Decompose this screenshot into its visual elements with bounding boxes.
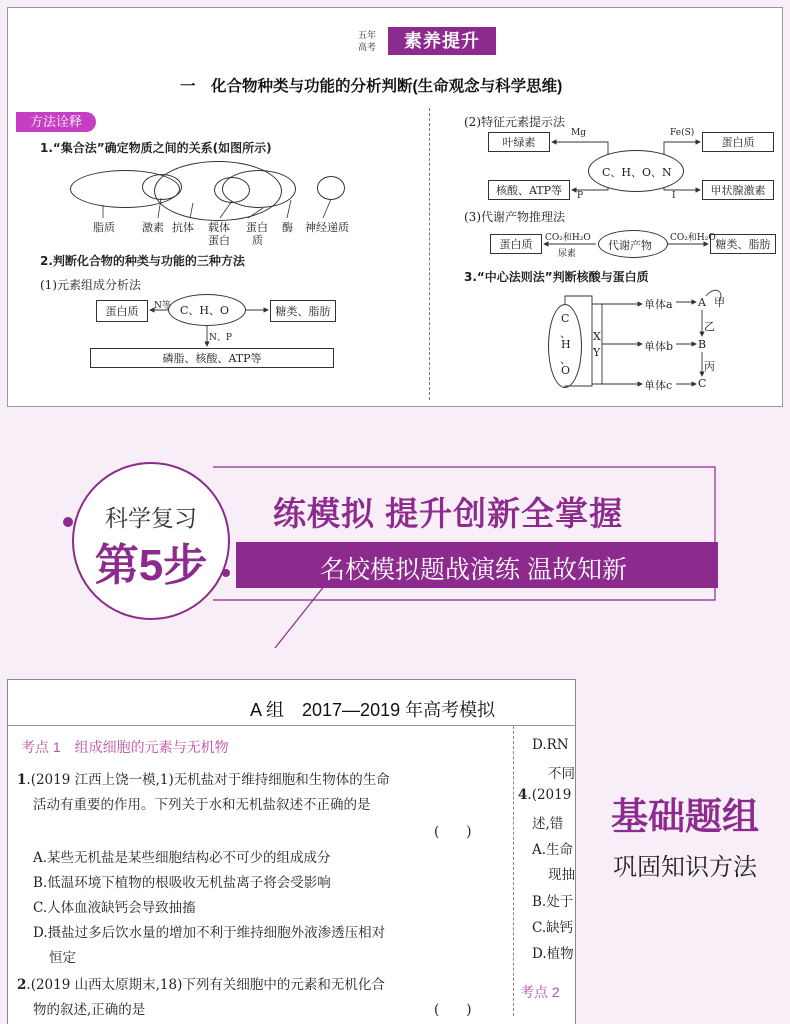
q1-line2: 活动有重要的作用。下列关于水和无机盐叙述不正确的是 [33, 797, 371, 813]
m1-np: N、P [209, 333, 232, 343]
m4-sep2: 、 [560, 353, 571, 366]
set-label-enzyme: 酶 [282, 221, 293, 234]
right-col-line-1: D.RN [532, 737, 569, 753]
q1-line1 [17, 768, 390, 788]
right-col-line-2: 不同 [548, 766, 575, 782]
sub-element-analysis: (1)元素组成分析法 [40, 278, 141, 292]
q1-option-a[interactable]: A.某些无机盐是某些细胞结构必不可少的组成成分 [33, 850, 331, 866]
right-col-line-9: D.植物 [532, 946, 574, 962]
m2-p: P [577, 191, 584, 201]
banner-circle-main: 第5步 [94, 541, 208, 590]
q1-option-c[interactable]: C.人体血液缺钙会导致抽搐 [33, 900, 196, 916]
m4-o: O [561, 364, 571, 377]
m4-y: Y [593, 346, 601, 359]
m4-h: H [561, 338, 571, 351]
m2-chon: C、H、O、N [602, 166, 672, 179]
side-title: 基础题组 [611, 796, 759, 837]
m4-b: B [698, 338, 707, 351]
m4-bing: 丙 [704, 360, 715, 373]
q1-option-b[interactable]: B.低温环境下植物的根吸收无机盐离子将会受影响 [33, 875, 331, 891]
right-col-line-3-text: .(2019 [527, 787, 572, 803]
m4-x: X [593, 330, 601, 343]
group-title: A 组 2017—2019 年高考模拟 [250, 700, 496, 720]
set-label-carrier-2: 蛋白 [208, 234, 230, 247]
m2-chlorophyll-box: 叶绿素 [488, 132, 550, 152]
m2-protein-box: 蛋白质 [702, 132, 774, 152]
q1-number: 1 [17, 772, 27, 788]
m3-protein-box: 蛋白质 [490, 234, 542, 254]
set-label-protein-2: 质 [252, 234, 263, 247]
m1-result-box: 磷脂、核酸、ATP等 [90, 348, 334, 368]
q4-number: 4 [518, 787, 528, 803]
q1-option-d[interactable]: D.摄盐过多后饮水量的增加不利于维持细胞外液渗透压相对 [33, 925, 386, 941]
m4-a: A [698, 296, 706, 309]
section-title: 一 化合物种类与功能的分析判断(生命观念与科学思维) [180, 78, 563, 95]
method-tag: 方法诠释 [16, 112, 96, 132]
m1-n-etc: N等 [154, 301, 171, 311]
badge-small-2: 高考 [357, 42, 376, 52]
group-title-rule [8, 725, 576, 726]
heading-central-dogma: 3.“中心法则法”判断核酸与蛋白质 [464, 270, 649, 284]
m3-metabolite: 代谢产物 [608, 239, 652, 252]
set-label-antibody: 抗体 [172, 221, 194, 234]
q2-number: 2 [17, 977, 27, 993]
m2-fes: Fe(S) [670, 128, 695, 138]
m4-yi: 乙 [704, 320, 715, 333]
badge-main: 素养提升 [388, 27, 496, 55]
concept-summary-panel [7, 7, 783, 407]
m4-unit-a: 单体a [644, 298, 673, 311]
q1-line1-text: .(2019 江西上饶一模,1)无机盐对于维持细胞和生物体的生命 [26, 772, 390, 788]
set-label-hormone: 激素 [142, 221, 164, 234]
m4-cc: C [698, 377, 707, 390]
m1-sugar-fat-box: 糖类、脂肪 [270, 300, 336, 322]
kaodian-1: 考点 1 组成细胞的元素与无机物 [21, 739, 229, 755]
m4-jia: 甲 [714, 296, 725, 309]
m4-unit-b: 单体b [644, 340, 674, 353]
m2-thyroxine-box: 甲状腺激素 [702, 180, 774, 200]
q1-option-d-cont: 恒定 [49, 950, 76, 966]
column-divider-dashed [513, 726, 514, 1016]
m3-urea: 尿素 [558, 249, 577, 259]
m1-protein-box: 蛋白质 [96, 300, 148, 322]
set-label-lipid: 脂质 [93, 221, 115, 234]
side-subtitle: 巩固知识方法 [613, 854, 757, 881]
q2-line1 [17, 973, 385, 993]
m4-arrows [8, 8, 783, 407]
set-label-carrier-1: 载体 [208, 221, 230, 234]
set-label-neurotransmitter: 神经递质 [305, 221, 349, 234]
banner-circle-top: 科学复习 [105, 505, 197, 531]
banner-subtitle: 名校模拟题战演练 温故知新 [320, 556, 627, 584]
q2-answer-paren: ( ) [434, 1002, 472, 1018]
m2-nucleic-box: 核酸、ATP等 [488, 180, 570, 200]
m3-co2h2o-right: CO₂和H₂O [670, 233, 716, 243]
q2-line2: 物的叙述,正确的是 [33, 1002, 146, 1018]
m4-c: C [561, 312, 570, 325]
m4-unit-c: 单体c [644, 379, 673, 392]
m1-chon: C、H、O [180, 304, 230, 317]
heading-three-methods: 2.判断化合物的种类与功能的三种方法 [40, 254, 245, 268]
m2-mg: Mg [571, 128, 586, 138]
set-label-protein-1: 蛋白 [246, 221, 268, 234]
m3-sugar-fat-box: 糖类、脂肪 [710, 234, 776, 254]
q1-answer-paren: ( ) [434, 824, 472, 840]
right-col-line-6: 现抽 [548, 867, 575, 883]
sub-feature-element: (2)特征元素提示法 [464, 115, 565, 129]
m4-sep1: 、 [560, 327, 571, 340]
kaodian-2: 考点 2 [520, 984, 560, 1000]
practice-panel [7, 679, 576, 1024]
right-col-line-7: B.处于 [532, 894, 574, 910]
m3-co2h2o-left: CO₂和H₂O [545, 233, 591, 243]
heading-set-method: 1.“集合法”确定物质之间的关系(如图所示) [40, 141, 272, 155]
right-col-line-8: C.缺钙 [532, 920, 574, 936]
right-col-line-3 [518, 787, 571, 803]
badge-small-1: 五年 [357, 30, 376, 40]
q2-line1-text: .(2019 山西太原期末,18)下列有关细胞中的元素和无机化合 [26, 977, 385, 993]
banner-title: 练模拟 提升创新全掌握 [273, 495, 624, 532]
m2-i: I [672, 191, 676, 201]
sub-metabolite: (3)代谢产物推理法 [464, 210, 565, 224]
right-col-line-5: A.生命 [532, 842, 574, 858]
right-col-line-4: 述,错 [532, 816, 564, 832]
